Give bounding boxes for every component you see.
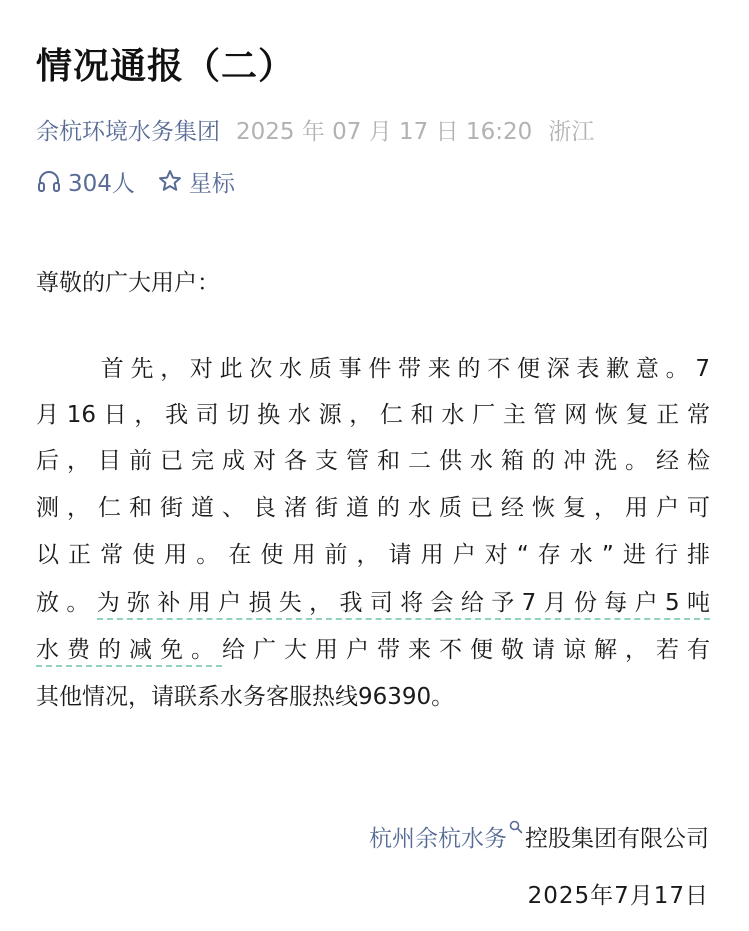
star-outline-icon (157, 168, 183, 194)
article-stats (36, 164, 257, 198)
paragraph-line-4 (36, 491, 710, 525)
org-search-link[interactable]: 杭州余杭水务 (369, 826, 507, 852)
star-button[interactable] (157, 165, 235, 198)
paragraph-text: 首先，对此次水质事件带来的不便深表歉意。7 (94, 356, 710, 382)
paragraph-text: 后，目前已完成对各支管和二供水箱的冲洗。经检 (36, 448, 710, 474)
publish-location: 浙江 (548, 118, 595, 145)
publish-date: 2025 年 07 月 17 日 16:20 (236, 118, 533, 145)
paragraph-text: 月16日，我司切换水源，仁和水厂主管网恢复正常 (36, 402, 710, 428)
listen-count: 304人 (68, 170, 135, 197)
paragraph-line-7 (36, 633, 710, 667)
signature-organization (369, 820, 709, 853)
headphones-icon (36, 168, 62, 194)
article-title: 情况通报（二） (36, 46, 296, 87)
article-meta (36, 112, 594, 146)
paragraph-text: 放。 (36, 590, 97, 616)
paragraph-line-3 (36, 444, 710, 478)
greeting-text: 尊敬的广大用户： (36, 270, 220, 296)
highlighted-text[interactable]: 水费的减免。 (36, 637, 222, 667)
paragraph-text: 其他情况，请联系水务客服热线96390。 (36, 684, 455, 710)
account-name-link[interactable]: 余杭环境水务集团 (36, 118, 220, 145)
search-icon[interactable] (509, 814, 523, 840)
paragraph-text: 给广大用户带来不便敬请谅解，若有 (222, 637, 710, 663)
paragraph-line-8 (36, 680, 710, 714)
listen-button[interactable] (36, 165, 135, 198)
paragraph-text: 以正常使用。在使用前，请用户对“存水”进行排 (36, 542, 710, 568)
star-label: 星标 (188, 170, 235, 197)
paragraph-line-1 (36, 352, 710, 386)
paragraph-line-5 (36, 538, 710, 572)
highlighted-text[interactable]: 为弥补用户损失，我司将会给予7月份每户5吨 (97, 590, 710, 620)
paragraph-line-2 (36, 398, 710, 432)
paragraph-text: 测，仁和街道、良渚街道的水质已经恢复，用户可 (36, 495, 710, 521)
signature-date: 2025年7月17日 (527, 883, 709, 909)
org-name-rest: 控股集团有限公司 (525, 826, 709, 852)
paragraph-line-6 (36, 586, 710, 620)
